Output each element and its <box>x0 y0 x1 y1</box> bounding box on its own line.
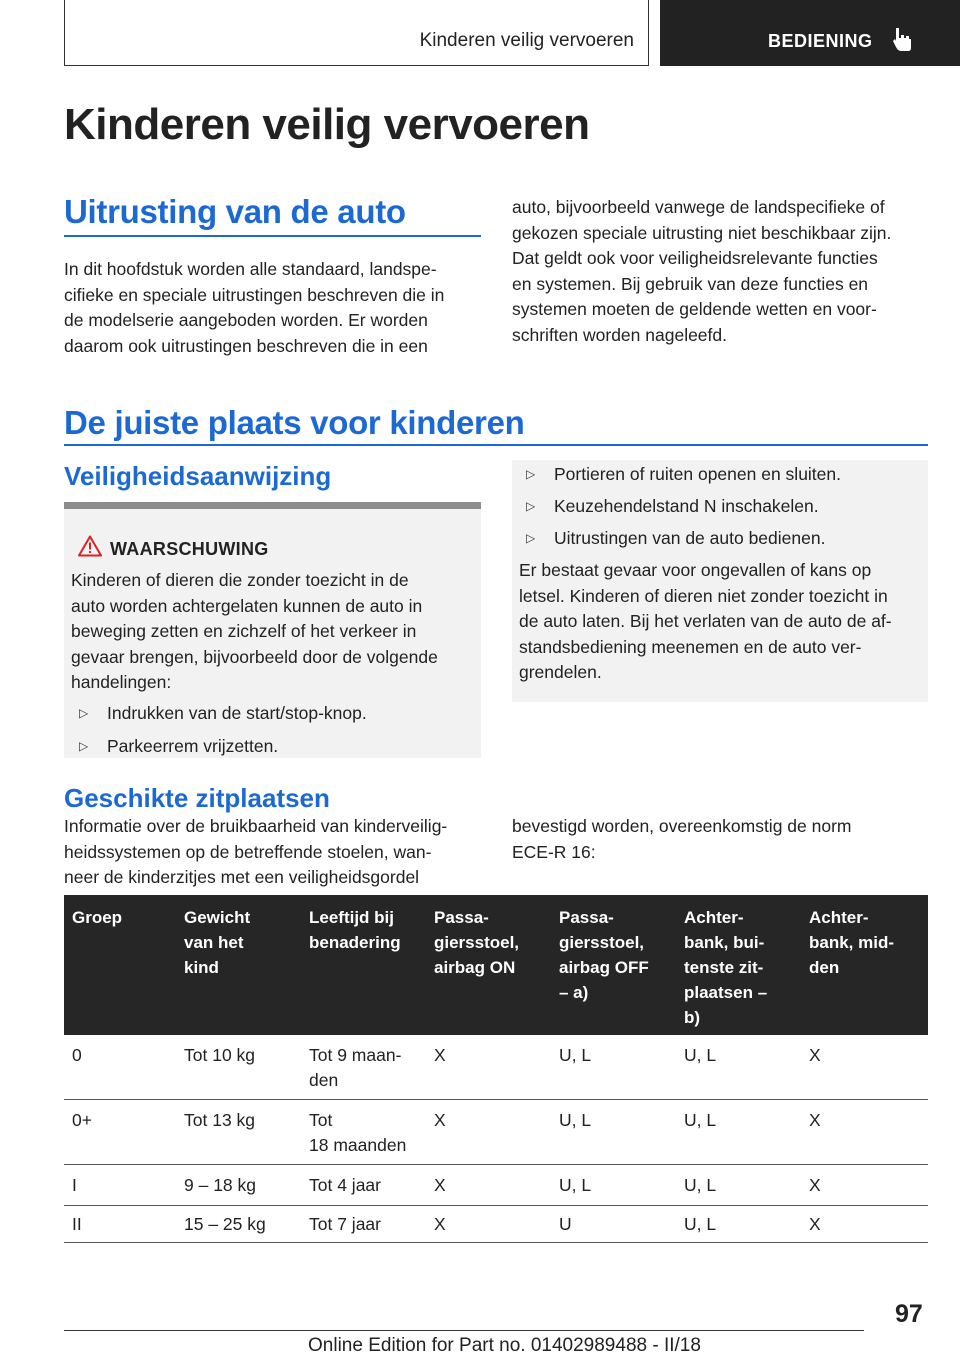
header-chapter-label: BEDIENING <box>768 31 873 51</box>
warning-title: WAARSCHUWING <box>110 539 269 559</box>
table-cell: U, L <box>684 1045 717 1065</box>
row-divider <box>64 1164 928 1165</box>
table-header <box>64 895 928 1035</box>
table-header-cell: Passa- giersstoel, airbag ON <box>434 908 520 977</box>
table-cell: 0+ <box>72 1110 92 1130</box>
table-cell: Tot 4 jaar <box>309 1175 381 1195</box>
table-header-cell: Groep <box>72 908 123 927</box>
equipment-text-left: In dit hoofdstuk worden alle standaard, landspe- cifieke en speciale uitrustingen beschreven die in de modelserie aangeboden worden. Er worden daarom ook uitrustingen beschreven die in een <box>64 259 445 356</box>
table-cell: Tot 18 maanden <box>309 1110 407 1155</box>
list-item: ▷ Parkeerrem vrijzetten. <box>79 736 279 756</box>
header-section-box <box>64 0 649 66</box>
table-cell: U, L <box>684 1214 717 1234</box>
row-divider <box>64 1099 928 1100</box>
table-cell: U, L <box>559 1175 592 1195</box>
table-header-cell: Leeftijd bij benadering <box>309 908 401 952</box>
table-cell: U, L <box>684 1110 717 1130</box>
table-header-cell: Achter- bank, bui- tenste zit- plaatsen – b) <box>684 908 768 1027</box>
table-cell: X <box>434 1175 446 1195</box>
page-number: 97 <box>895 1300 923 1328</box>
heading-equipment: Uitrusting van de auto <box>64 193 406 230</box>
table-cell: Tot 10 kg <box>184 1045 256 1065</box>
table-cell: X <box>434 1214 446 1234</box>
table-cell: Tot 9 maan- den <box>309 1045 402 1090</box>
header-section-title: Kinderen veilig vervoeren <box>419 30 634 51</box>
heading-rule <box>64 444 928 446</box>
heading-seats: Geschikte zitplaatsen <box>64 783 330 813</box>
footer-rule <box>64 1330 864 1331</box>
list-item: ▷ Keuzehendelstand N inschakelen. <box>526 496 819 516</box>
table-cell: 15 – 25 kg <box>184 1214 266 1234</box>
table-cell: U, L <box>559 1110 592 1130</box>
seats-text-left: Informatie over de bruikbaarheid van kinderveilig- heidssystemen op de betreffende stoelen, wan- neer de kinderzitjes met een veiligheidsgordel <box>64 816 448 887</box>
row-divider <box>64 1242 928 1243</box>
warning-text: Kinderen of dieren die zonder toezicht in de auto worden achtergelaten kunnen de auto in beweging zetten en zichzelf of het verkeer in gevaar brengen, bijvoorbeeld door de volgende handelingen: <box>71 570 438 692</box>
table-cell: U <box>559 1214 572 1234</box>
table-cell: X <box>809 1175 821 1195</box>
hand-pointer-icon <box>892 26 914 52</box>
table-cell: X <box>809 1110 821 1130</box>
header-chapter-box <box>660 0 960 66</box>
warning-triangle-icon <box>78 535 102 557</box>
table-cell: U, L <box>559 1045 592 1065</box>
table-header-cell: Gewicht van het kind <box>184 908 251 977</box>
heading-rule <box>64 235 481 237</box>
table-cell: Tot 13 kg <box>184 1110 256 1130</box>
warning-closing-text: Er bestaat gevaar voor ongevallen of kans op letsel. Kinderen of dieren niet zonder toezicht in de auto laten. Bij het verlaten van de auto de af- standsbediening meenemen en de auto ver- grendelen. <box>519 560 892 682</box>
list-item: ▷ Uitrustingen van de auto bedienen. <box>526 528 826 548</box>
table-cell: Tot 7 jaar <box>309 1214 381 1234</box>
warning-box <box>64 502 481 758</box>
list-item: ▷ Portieren of ruiten openen en sluiten. <box>526 464 841 484</box>
equipment-text-right: auto, bijvoorbeeld vanwege de landspecifieke of gekozen speciale uitrusting niet beschikbaar zijn. Dat geldt ook voor veiligheidsrelevante functies en systemen. Bij gebruik van deze functies en systemen moeten de geldende wetten en voor- schriften worden nageleefd. <box>512 197 892 345</box>
seats-text-right: bevestigd worden, overeenkomstig de norm ECE-R 16: <box>512 816 852 862</box>
table-cell: 9 – 18 kg <box>184 1175 256 1195</box>
table-cell: X <box>434 1110 446 1130</box>
warning-box-continued <box>512 460 928 702</box>
list-item: ▷ Indrukken van de start/stop-knop. <box>79 703 367 723</box>
edition-text: Online Edition for Part no. 01402989488 - II/18 <box>308 1335 701 1356</box>
heading-right-place: De juiste plaats voor kinderen <box>64 404 525 441</box>
table-cell: X <box>809 1045 821 1065</box>
table-cell: U, L <box>684 1175 717 1195</box>
table-cell: X <box>434 1045 446 1065</box>
table-cell: I <box>72 1175 77 1195</box>
page-title: Kinderen veilig vervoeren <box>64 100 590 149</box>
table-header-cell: Passa- giersstoel, airbag OFF – a) <box>559 908 649 1002</box>
row-divider <box>64 1205 928 1206</box>
table-cell: II <box>72 1214 82 1234</box>
heading-safety: Veiligheidsaanwijzing <box>64 461 332 491</box>
table-cell: 0 <box>72 1045 82 1065</box>
table-cell: X <box>809 1214 821 1234</box>
table-header-cell: Achter- bank, mid- den <box>809 908 895 977</box>
